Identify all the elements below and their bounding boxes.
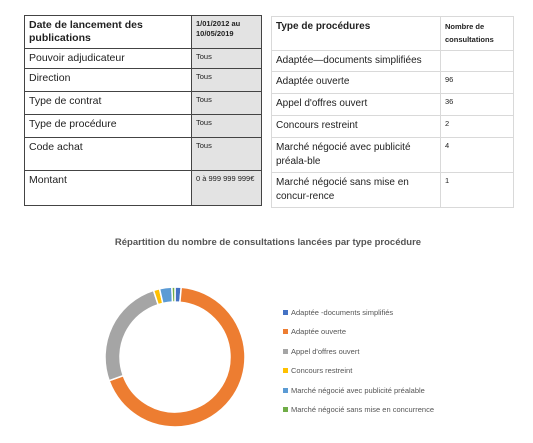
legend-swatch — [283, 407, 288, 412]
procedure-type: Appel d'offres ouvert — [272, 94, 441, 116]
criteria-value: 0 à 999 999 999€ — [192, 171, 262, 206]
legend-item — [283, 327, 523, 346]
procedure-type: Marché négocié avec publicité préala-ble — [272, 138, 441, 173]
legend-swatch — [283, 329, 288, 334]
procedure-type: Adaptée—documents simplifiées — [272, 51, 441, 72]
criteria-label: Pouvoir adjudicateur — [25, 49, 192, 69]
legend-label: Marché négocié sans mise en concurrence — [291, 404, 434, 414]
chart-legend — [283, 308, 523, 424]
legend-label: Appel d'offres ouvert — [291, 346, 360, 356]
procedure-type: Adaptée ouverte — [272, 72, 441, 94]
criteria-value: Tous — [192, 138, 262, 171]
procedure-type-header: Type de procédures — [272, 17, 441, 51]
procedure-type: Concours restreint — [272, 116, 441, 138]
criteria-value: Tous — [192, 115, 262, 138]
legend-swatch — [283, 349, 288, 354]
procedure-count: 36 — [441, 94, 514, 116]
criteria-value: Tous — [192, 69, 262, 92]
procedure-count-header: Nombre de consultations — [441, 17, 514, 51]
legend-swatch — [283, 310, 288, 315]
legend-item — [283, 386, 523, 405]
procedure-count: 4 — [441, 138, 514, 173]
legend-label: Adaptée ouverte — [291, 327, 347, 337]
criteria-label: Code achat — [25, 138, 192, 171]
criteria-label: Direction — [25, 69, 192, 92]
procedure-count: 96 — [441, 72, 514, 94]
criteria-label: Type de procédure — [25, 115, 192, 138]
procedure-count: 2 — [441, 116, 514, 138]
procedure-type: Marché négocié sans mise en concur-rence — [272, 173, 441, 208]
legend-item — [283, 347, 523, 366]
criteria-value: Tous — [192, 49, 262, 69]
criteria-label: Type de contrat — [25, 92, 192, 115]
legend-item — [283, 405, 523, 424]
criteria-label: Montant — [25, 171, 192, 206]
legend-item — [283, 366, 523, 385]
legend-swatch — [283, 368, 288, 373]
legend-item — [283, 308, 523, 327]
procedure-count: 1 — [441, 173, 514, 208]
criteria-header-value: 1/01/2012 au 10/05/2019 — [192, 16, 262, 49]
legend-label: Adaptée -documents simplifiés — [291, 308, 394, 317]
chart-title: Répartition du nombre de consultations lancées par type procédure — [114, 237, 422, 248]
criteria-header-label: Date de lancement des publications — [25, 16, 192, 49]
legend-label: Marché négocié avec publicité préalable — [291, 385, 425, 395]
legend-swatch — [283, 388, 288, 393]
criteria-value: Tous — [192, 92, 262, 115]
donut-slice — [105, 290, 158, 380]
legend-label: Concours restreint — [291, 366, 353, 376]
donut-slice — [172, 287, 175, 302]
